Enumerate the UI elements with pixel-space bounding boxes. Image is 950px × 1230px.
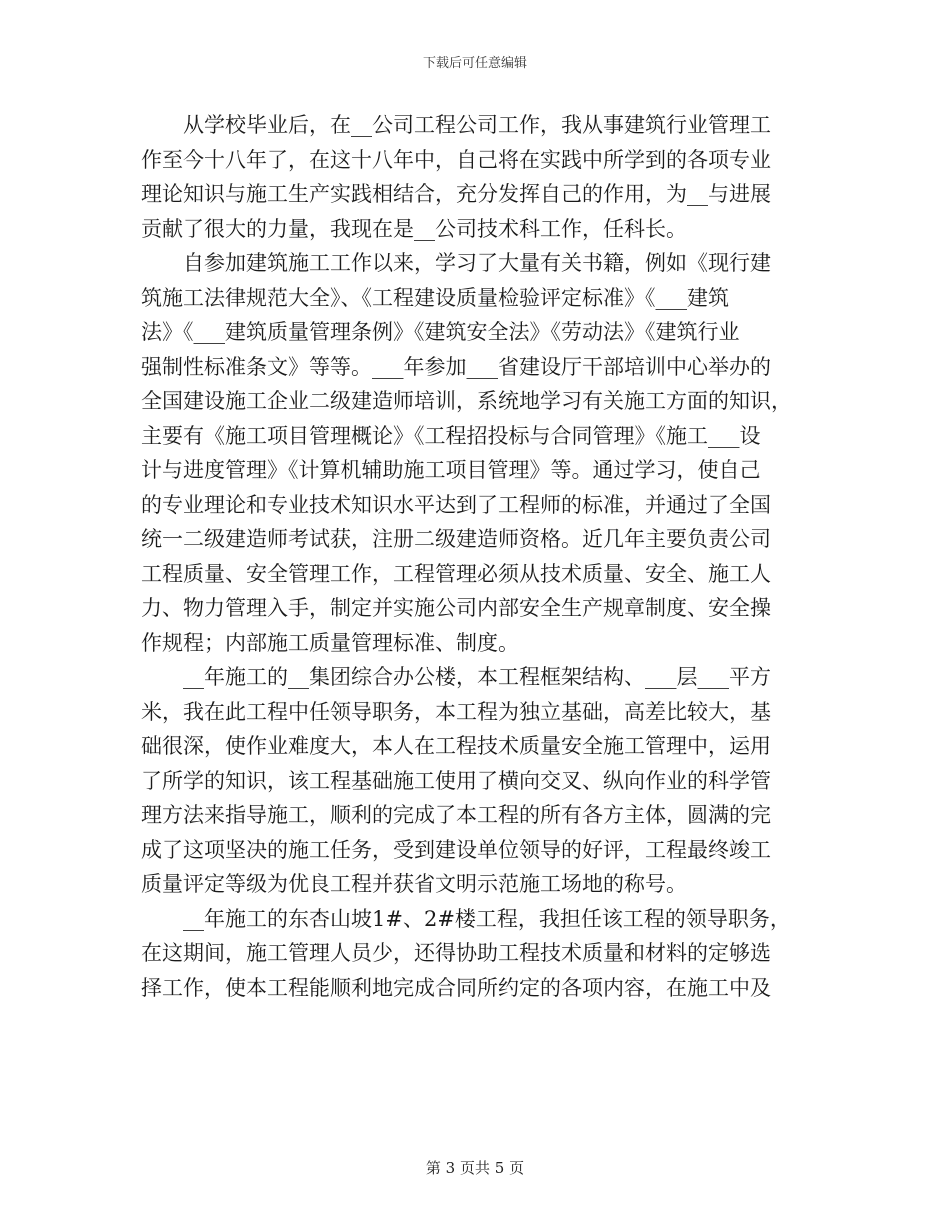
text-line: 力、物力管理入手，制定并实施公司内部安全生产规章制度、安全操 bbox=[141, 596, 771, 620]
text-line: 择工作，使本工程能顺利地完成合同所约定的各项内容，在施工中及 bbox=[141, 975, 771, 1000]
document-body bbox=[141, 108, 811, 1005]
text-line: 法》《___建筑质量管理条例》《建筑安全法》《劳动法》《建筑行业 bbox=[141, 320, 740, 344]
text-line: 在这期间，施工管理人员少，还得协助工程技术质量和材料的定够选 bbox=[141, 941, 771, 965]
text-line: 从学校毕业后，在__公司工程公司工作，我从事建筑行业管理工 bbox=[183, 113, 771, 137]
text-line: 的专业理论和专业技术知识水平达到了工程师的标准，并通过了全国 bbox=[141, 492, 771, 517]
text-line: 理方法来指导施工，顺利的完成了本工程的所有各方主体，圆满的完 bbox=[141, 803, 771, 827]
text-line: 全国建设施工企业二级建造师培训，系统地学习有关施工方面的知识， bbox=[141, 389, 792, 413]
text-line: 筑施工法律规范大全》、《工程建设质量检验评定标准》《___建筑 bbox=[141, 285, 729, 310]
text-line: 计与进度管理》《计算机辅助施工项目管理》等。通过学习，使自己 bbox=[141, 458, 761, 482]
paragraph bbox=[141, 108, 811, 246]
text-line: 米，我在此工程中任领导职务，本工程为独立基础，高差比较大，基 bbox=[141, 699, 771, 724]
text-line: 主要有《施工项目管理概论》《工程招投标与合同管理》《施工___设 bbox=[141, 423, 761, 448]
text-line: 统一二级建造师考试获，注册二级建造师资格。近几年主要负责公司 bbox=[141, 527, 771, 551]
page-footer: 第 3 页共 5 页 bbox=[425, 1159, 525, 1177]
text-line: 了所学的知识，该工程基础施工使用了横向交叉、纵向作业的科学管 bbox=[141, 768, 771, 793]
paragraph bbox=[141, 902, 811, 1006]
paragraph bbox=[141, 660, 811, 902]
text-line: 贡献了很大的力量，我现在是__公司技术科工作，任科长。 bbox=[141, 216, 687, 241]
text-line: 质量评定等级为优良工程并获省文明示范施工场地的称号。 bbox=[141, 872, 687, 896]
text-line: 作规程；内部施工质量管理标准、制度。 bbox=[141, 630, 519, 655]
page-header: 下载后可任意编辑 bbox=[422, 56, 527, 71]
text-line: 作至今十八年了，在这十八年中，自己将在实践中所学到的各项专业 bbox=[141, 147, 771, 172]
text-line: 成了这项坚决的施工任务，受到建设单位领导的好评，工程最终竣工 bbox=[141, 837, 771, 862]
text-line: __年施工的东杏山坡1#、2#楼工程，我担任该工程的领导职务， bbox=[183, 906, 791, 931]
text-line: 自参加建筑施工工作以来，学习了大量有关书籍，例如《现行建 bbox=[183, 251, 771, 275]
text-line: 工程质量、安全管理工作，工程管理必须从技术质量、安全、施工人 bbox=[141, 561, 771, 586]
text-line: 强制性标准条文》等等。___年参加___省建设厅干部培训中心举办的 bbox=[141, 354, 771, 379]
text-line: __年施工的__集团综合办公楼，本工程框架结构、___层___平方 bbox=[183, 665, 771, 689]
text-line: 础很深，使作业难度大，本人在工程技术质量安全施工管理中，运用 bbox=[141, 734, 771, 758]
text-line: 理论知识与施工生产实践相结合，充分发挥自己的作用，为__与进展 bbox=[141, 182, 771, 206]
paragraph bbox=[141, 246, 811, 660]
